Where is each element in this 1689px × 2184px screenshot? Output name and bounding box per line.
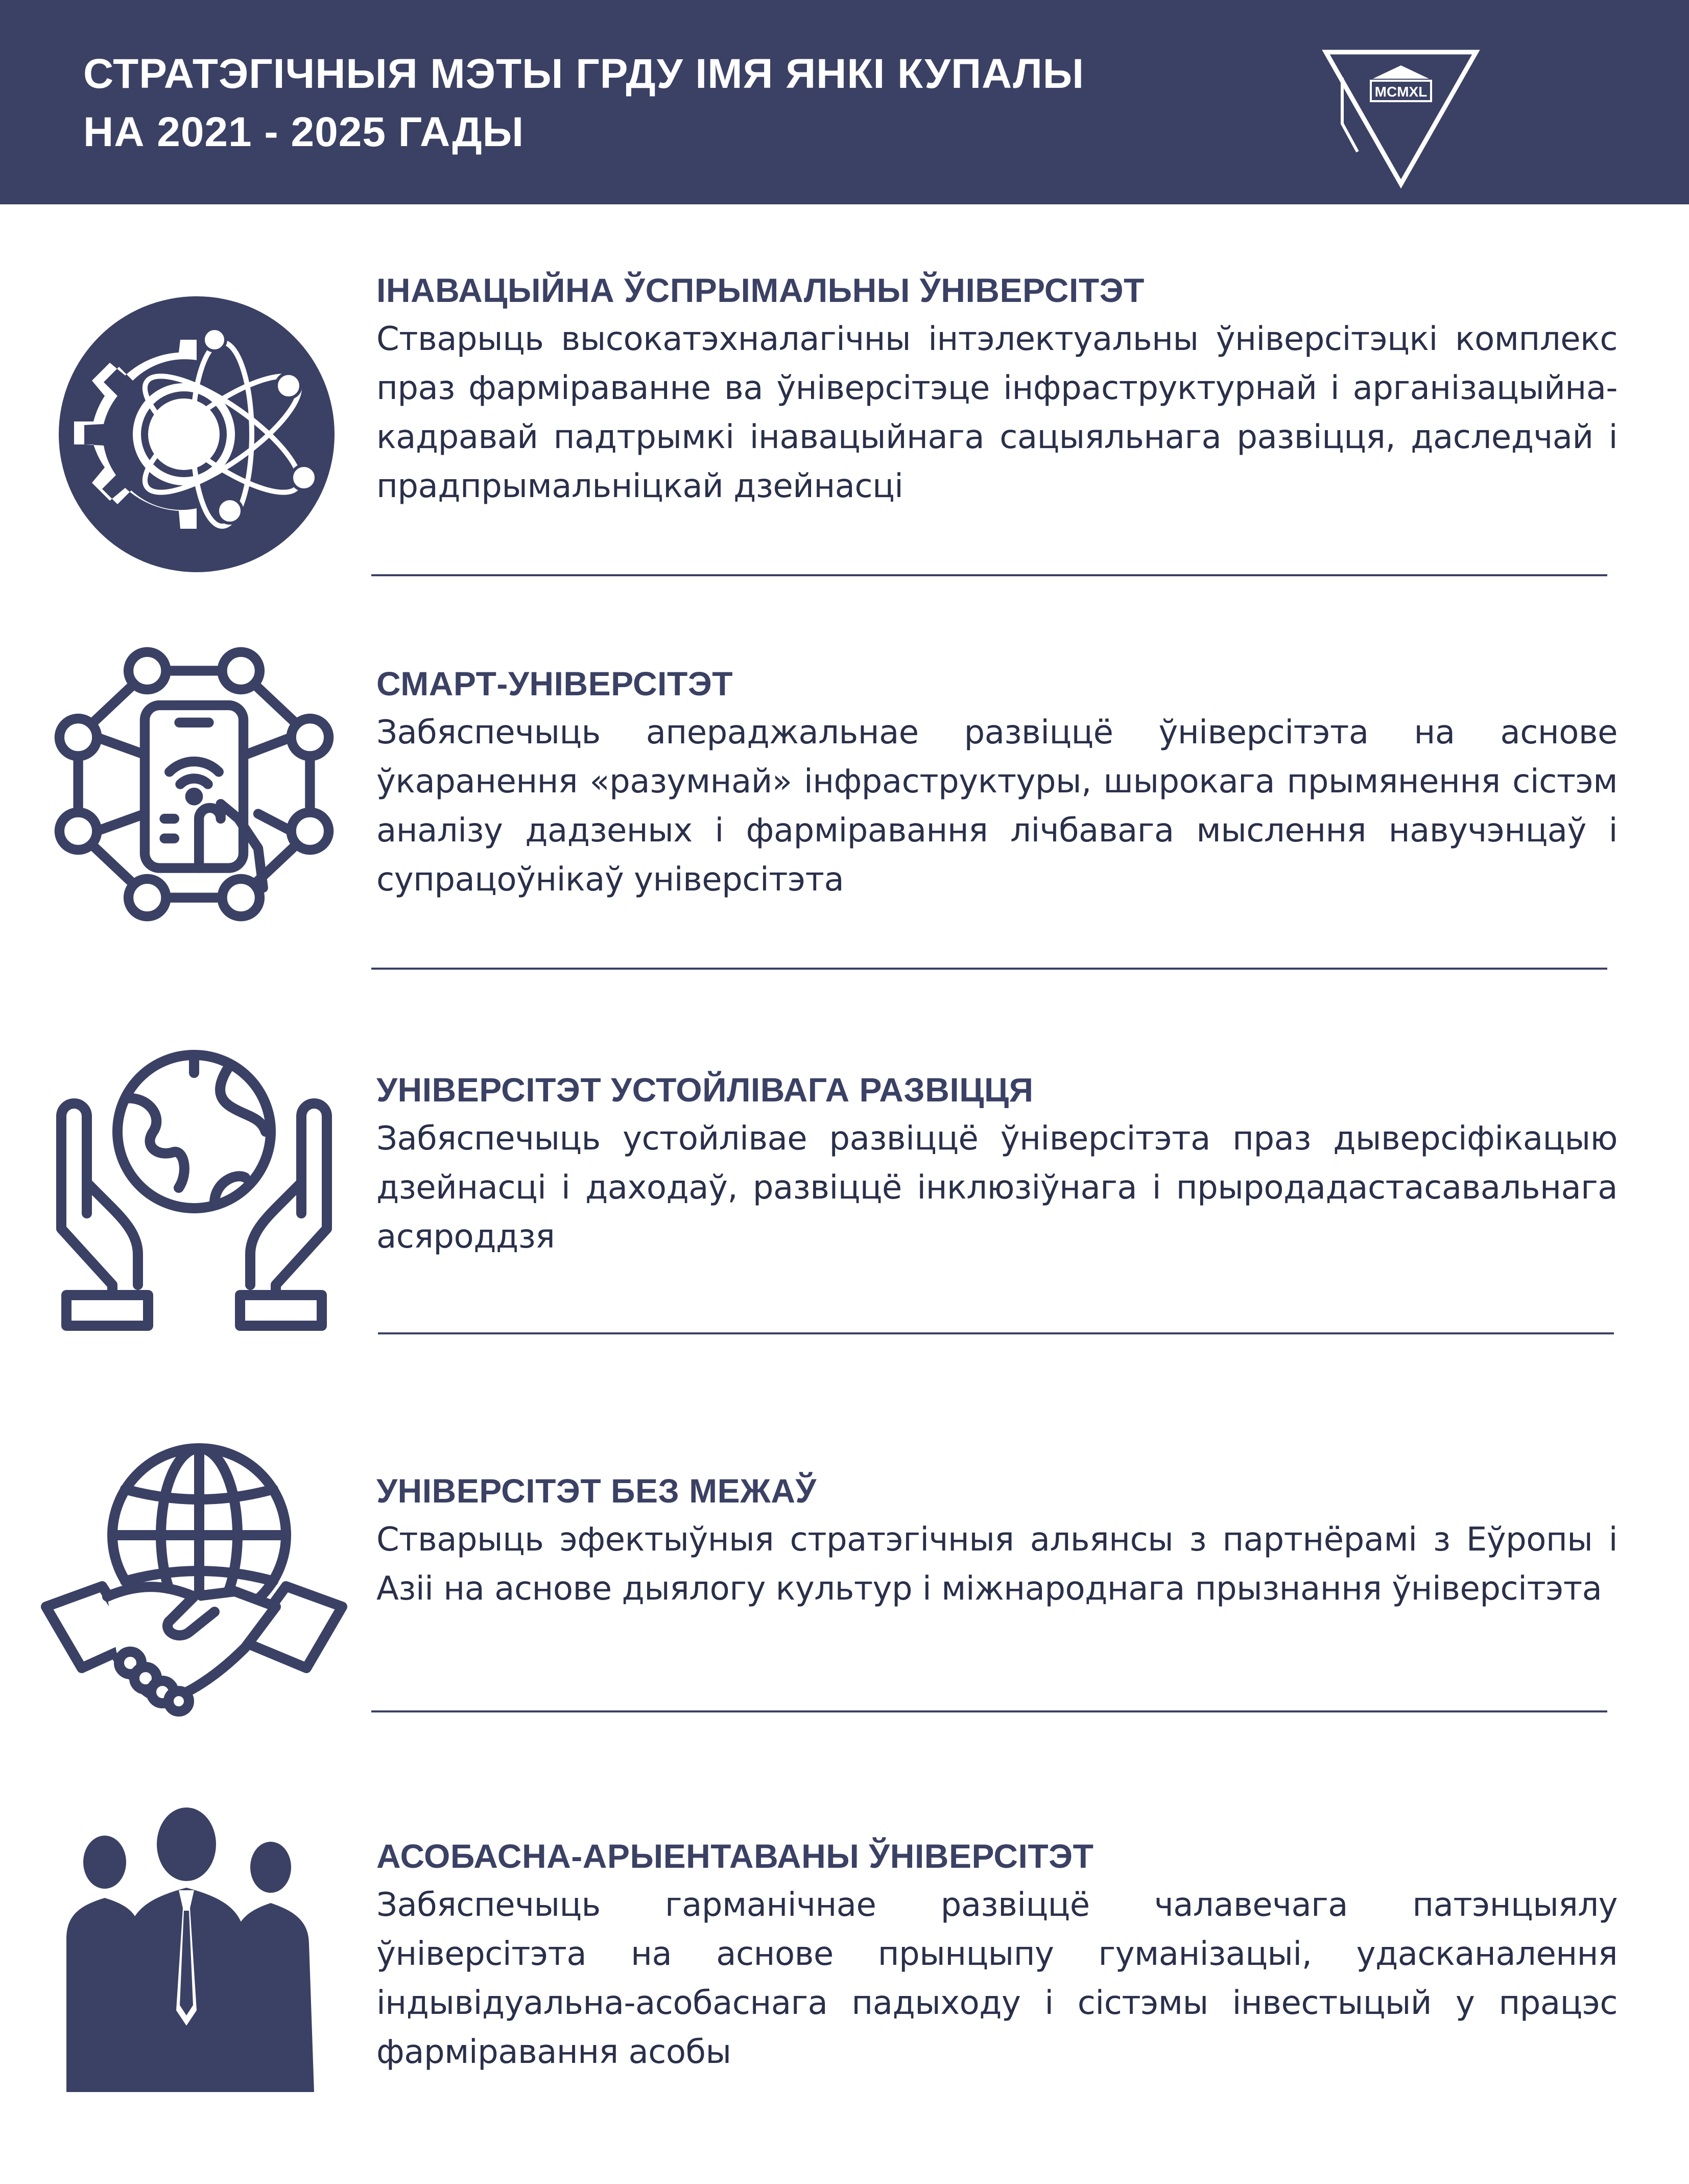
- section-text: [376, 1065, 1617, 1261]
- header-banner: [0, 0, 1689, 204]
- page-title: [83, 45, 1084, 161]
- section-body: Забяспечыць апераджальнае развіццё ўніверсітэта на аснове ўкаранення «разумнай» інфраструктуры, шырокага прымянення сістэм аналізу дадзеных і фарміравання лічбавага мыслення навучэнцаў і супрацоўнікаў універсітэта: [376, 714, 1617, 899]
- logo-text: MCMXL: [1374, 84, 1428, 100]
- divider: [371, 1710, 1607, 1712]
- section-body: Стварыць эфектыўныя стратэгічныя альянсы з партнёрамі з Еўропы і Азіі на аснове дыялогу культур і міжнароднага прызнання ўніверсітэта: [376, 1521, 1617, 1608]
- section-title: СМАРТ-УНІВЕРСІТЭТ: [376, 665, 733, 702]
- section-text: [376, 659, 1617, 904]
- section-title: ІНАВАЦЫЙНА ЎСПРЫМАЛЬНЫ ЎНІВЕРСІТЭТ: [376, 271, 1145, 309]
- section-text: [376, 1466, 1617, 1613]
- gear-atom-icon: [49, 291, 345, 577]
- divider: [371, 574, 1607, 576]
- divider: [378, 1332, 1614, 1334]
- globe-handshake-icon: [41, 1443, 347, 1729]
- section-text: [376, 1831, 1617, 2077]
- page-title-line-2: НА 2021 - 2025 ГАДЫ: [83, 109, 524, 155]
- divider: [371, 968, 1607, 970]
- people-silhouette-icon: [56, 1806, 322, 2092]
- smartphone-network-icon: [46, 641, 342, 927]
- section-title: УНІВЕРСІТЭТ БЕЗ МЕЖАЎ: [376, 1472, 817, 1510]
- section-text: [376, 266, 1617, 511]
- page-title-line-1: СТРАТЭГІЧНЫЯ МЭТЫ ГРДУ ІМЯ ЯНКІ КУПАЛЫ: [83, 51, 1085, 97]
- university-triangle-logo: [1322, 47, 1480, 190]
- section-title: АСОБАСНА-АРЫЕНТАВАНЫ ЎНІВЕРСІТЭТ: [376, 1837, 1094, 1875]
- section-body: Забяспечыць устойлівае развіццё ўніверсітэта праз дыверсіфікацыю дзейнасці і даходаў, развіццё інклюзіўнага і прыродадастасавальнага асяроддзя: [376, 1120, 1617, 1256]
- section-body: Забяспечыць гарманічнае развіццё чалавечага патэнцыялу ўніверсітэта на аснове прынцыпу гуманізацыі, удасканалення індывідуальна-асобаснага падыходу і сістэмы інвестыцый у працэс фарміравання асобы: [376, 1886, 1617, 2071]
- hands-globe-icon: [46, 1050, 342, 1336]
- section-title: УНІВЕРСІТЭТ УСТОЙЛІВАГА РАЗВІЦЦЯ: [376, 1071, 1034, 1109]
- section-body: Стварыць высокатэхналагічны інтэлектуальны ўніверсітэцкі комплекс праз фарміраванне ва ўніверсітэце інфраструктурнай і арганізацыйна-кадравай падтрымкі інавацыйнага сацыяльнага развіцця, даследчай і прадпрымальніцкай дзейнасці: [376, 320, 1617, 505]
